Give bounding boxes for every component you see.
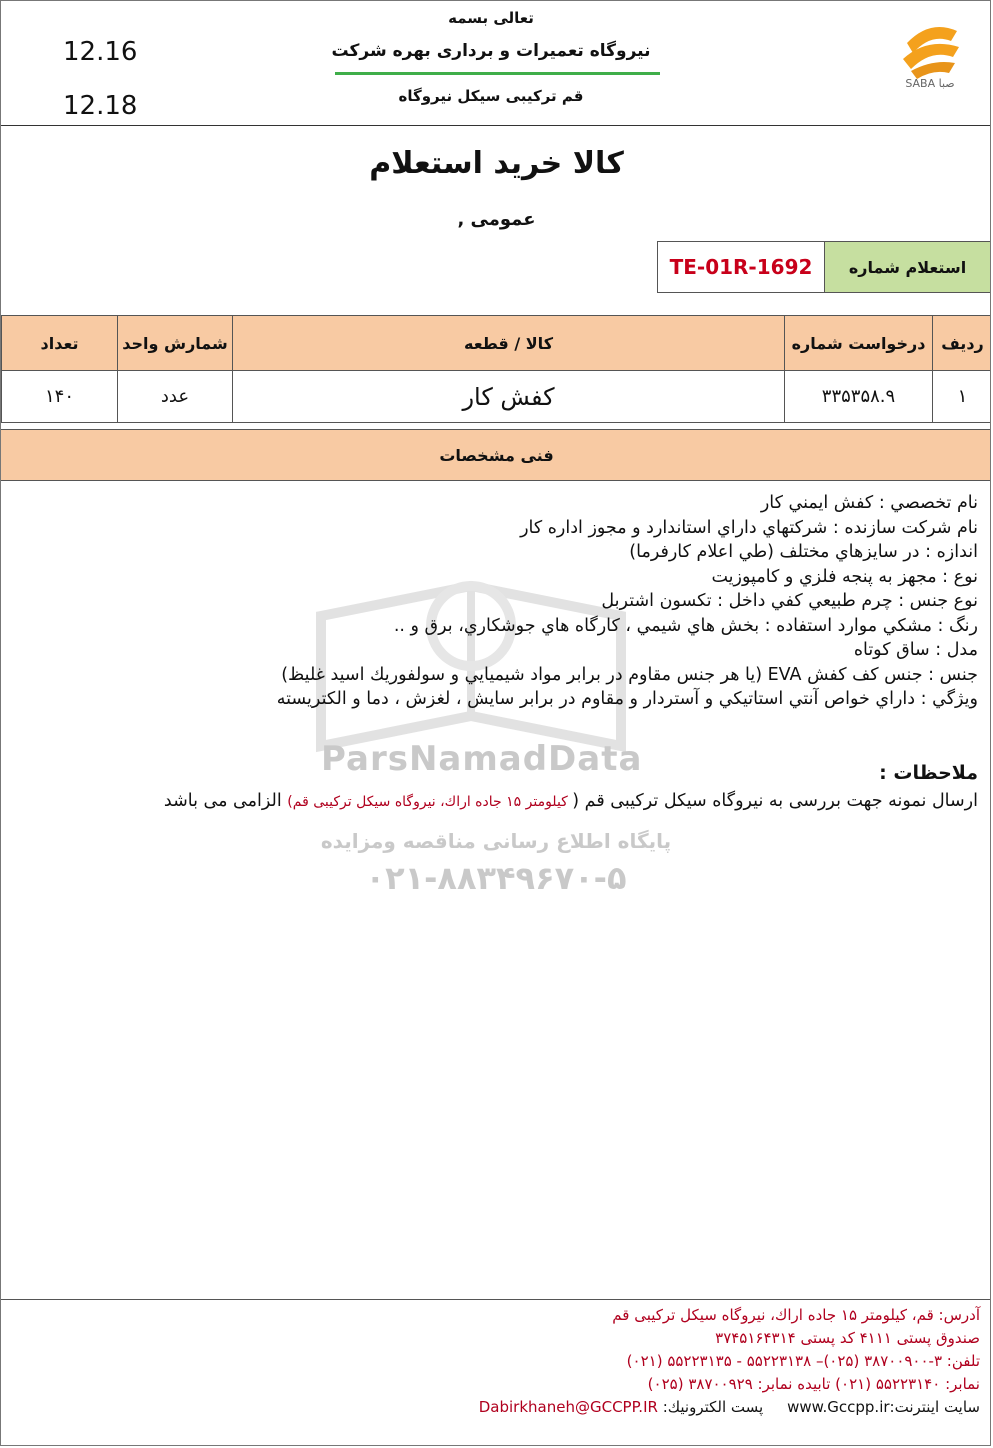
saba-logo bbox=[885, 13, 975, 103]
spec-line: نوع : مجهز به پنجه فلزي و كامپوزيت bbox=[711, 566, 978, 587]
cell-quantity: ۱۴۰ bbox=[2, 371, 118, 423]
specs-title: فنی مشخصات bbox=[1, 429, 991, 481]
footer-pobox: صندوق پستی ۴۱۱۱ کد پستی ۳۷۴۵۱۶۴۳۱۴ bbox=[715, 1329, 980, 1347]
table-row bbox=[2, 371, 992, 423]
green-rule bbox=[335, 72, 660, 75]
spec-line: نام شركت سازنده : شركتهاي داراي استاندارد و مجوز اداره كار bbox=[520, 517, 978, 538]
watermark-brand: ParsNamadData bbox=[321, 739, 643, 779]
spec-line: مدل : ساق كوتاه bbox=[853, 640, 978, 660]
footer-address: آدرس: قم، کیلومتر ۱۵ جاده اراك، نیروگاه سیکل ترکیبی قم bbox=[612, 1306, 980, 1324]
header-item: کالا / قطعه bbox=[233, 316, 785, 371]
document-footer bbox=[1, 1299, 991, 1446]
footer-phone: تلفن: ۳-۳۸۷۰۰۹۰۰ (۰۲۵)– ۵۵۲۲۳۱۳۸ - ۵۵۲۲۳۱۳۵ (۰۲۱) bbox=[626, 1352, 980, 1370]
cell-request-number: ۳۳۵۳۵۸.۹ bbox=[785, 371, 933, 423]
website-link[interactable]: www.Gccpp.ir bbox=[787, 1398, 890, 1416]
spec-line: نام تخصصي : كفش ايمني كار bbox=[760, 493, 978, 513]
specs-list bbox=[18, 491, 978, 712]
watermark-phone: ۰۲۱-۸۸۳۴۹۶۷۰-۵ bbox=[365, 859, 627, 897]
spec-line: ويژگي : داراي خواص آنتي استاتيكي و آستردار و مقاوم در برابر سايش ، لغزش ، دما و الكتريسته bbox=[276, 689, 978, 709]
footer-web-email bbox=[479, 1398, 980, 1416]
header-unit: شمارش واحد bbox=[118, 316, 233, 371]
spec-line: جنس : جنس كف كفش EVA (يا هر جنس مقاوم در برابر مواد شيميايي و سولفوريك اسيد غليظ) bbox=[281, 664, 978, 685]
header-row-number: ردیف bbox=[933, 316, 992, 371]
notes-text-end: الزامی می باشد bbox=[163, 791, 288, 811]
notes-title: ملاحظات : bbox=[879, 762, 978, 784]
email-link[interactable]: Dabirkhaneh@GCCPP.IR bbox=[478, 1398, 658, 1416]
notes-text-address: کیلومتر ۱۵ جاده اراك، نیروگاه سیکل ترکیبی قم) bbox=[287, 794, 573, 810]
cell-item: کفش کار bbox=[233, 371, 785, 423]
bismillah-text: تعالی بسمه bbox=[448, 9, 534, 27]
inquiry-number: TE-01R-1692 bbox=[657, 241, 825, 293]
cell-unit: عدد bbox=[118, 371, 233, 423]
logo-text: SABA صبا bbox=[905, 77, 955, 90]
document-title: کالا خرید استعلام bbox=[369, 146, 624, 181]
document-header bbox=[1, 1, 991, 126]
revision-number-bottom: 12.18 bbox=[63, 91, 138, 121]
header-request-number: درخواست شماره bbox=[785, 316, 933, 371]
company-name: نیروگاه تعمیرات و برداری بهره شرکت bbox=[331, 41, 651, 61]
spec-line: رنگ : مشكي موارد استفاده : بخش هاي شيمي ، كارگاه هاي جوشكاري، برق و .. bbox=[393, 615, 978, 636]
revision-number-top: 12.16 bbox=[63, 37, 138, 67]
table-header-row bbox=[2, 316, 992, 371]
notes-text-start: ارسال نمونه جهت بررسی به نیروگاه سیکل ترکیبی قم ( bbox=[572, 791, 978, 811]
watermark-tagline: پایگاه اطلاع رسانی مناقصه ومزایده bbox=[320, 829, 672, 853]
website-label: سایت اینترنت: bbox=[889, 1398, 980, 1416]
inquiry-label: استعلام شماره bbox=[824, 241, 991, 293]
plant-name: قم ترکیبی سیکل نیروگاه bbox=[398, 87, 584, 105]
spec-line: اندازه : در سايزهاي مختلف (طي اعلام كارفرما) bbox=[629, 542, 978, 562]
items-table bbox=[1, 315, 991, 423]
footer-fax: نمابر: ۵۵۲۲۳۱۴۰ (۰۲۱) تابیده نمابر: ۳۸۷۰۰۹۲۹ (۰۲۵) bbox=[647, 1375, 980, 1393]
spec-line: نوع جنس : چرم طبيعي كفي داخل : تكسون اشتربل bbox=[601, 591, 978, 611]
header-quantity: تعداد bbox=[2, 316, 118, 371]
notes-text bbox=[38, 788, 978, 816]
email-label: پست الکترونیك: bbox=[662, 1398, 764, 1416]
cell-row-number: ۱ bbox=[933, 371, 992, 423]
document-subtitle: عمومی , bbox=[457, 209, 536, 230]
